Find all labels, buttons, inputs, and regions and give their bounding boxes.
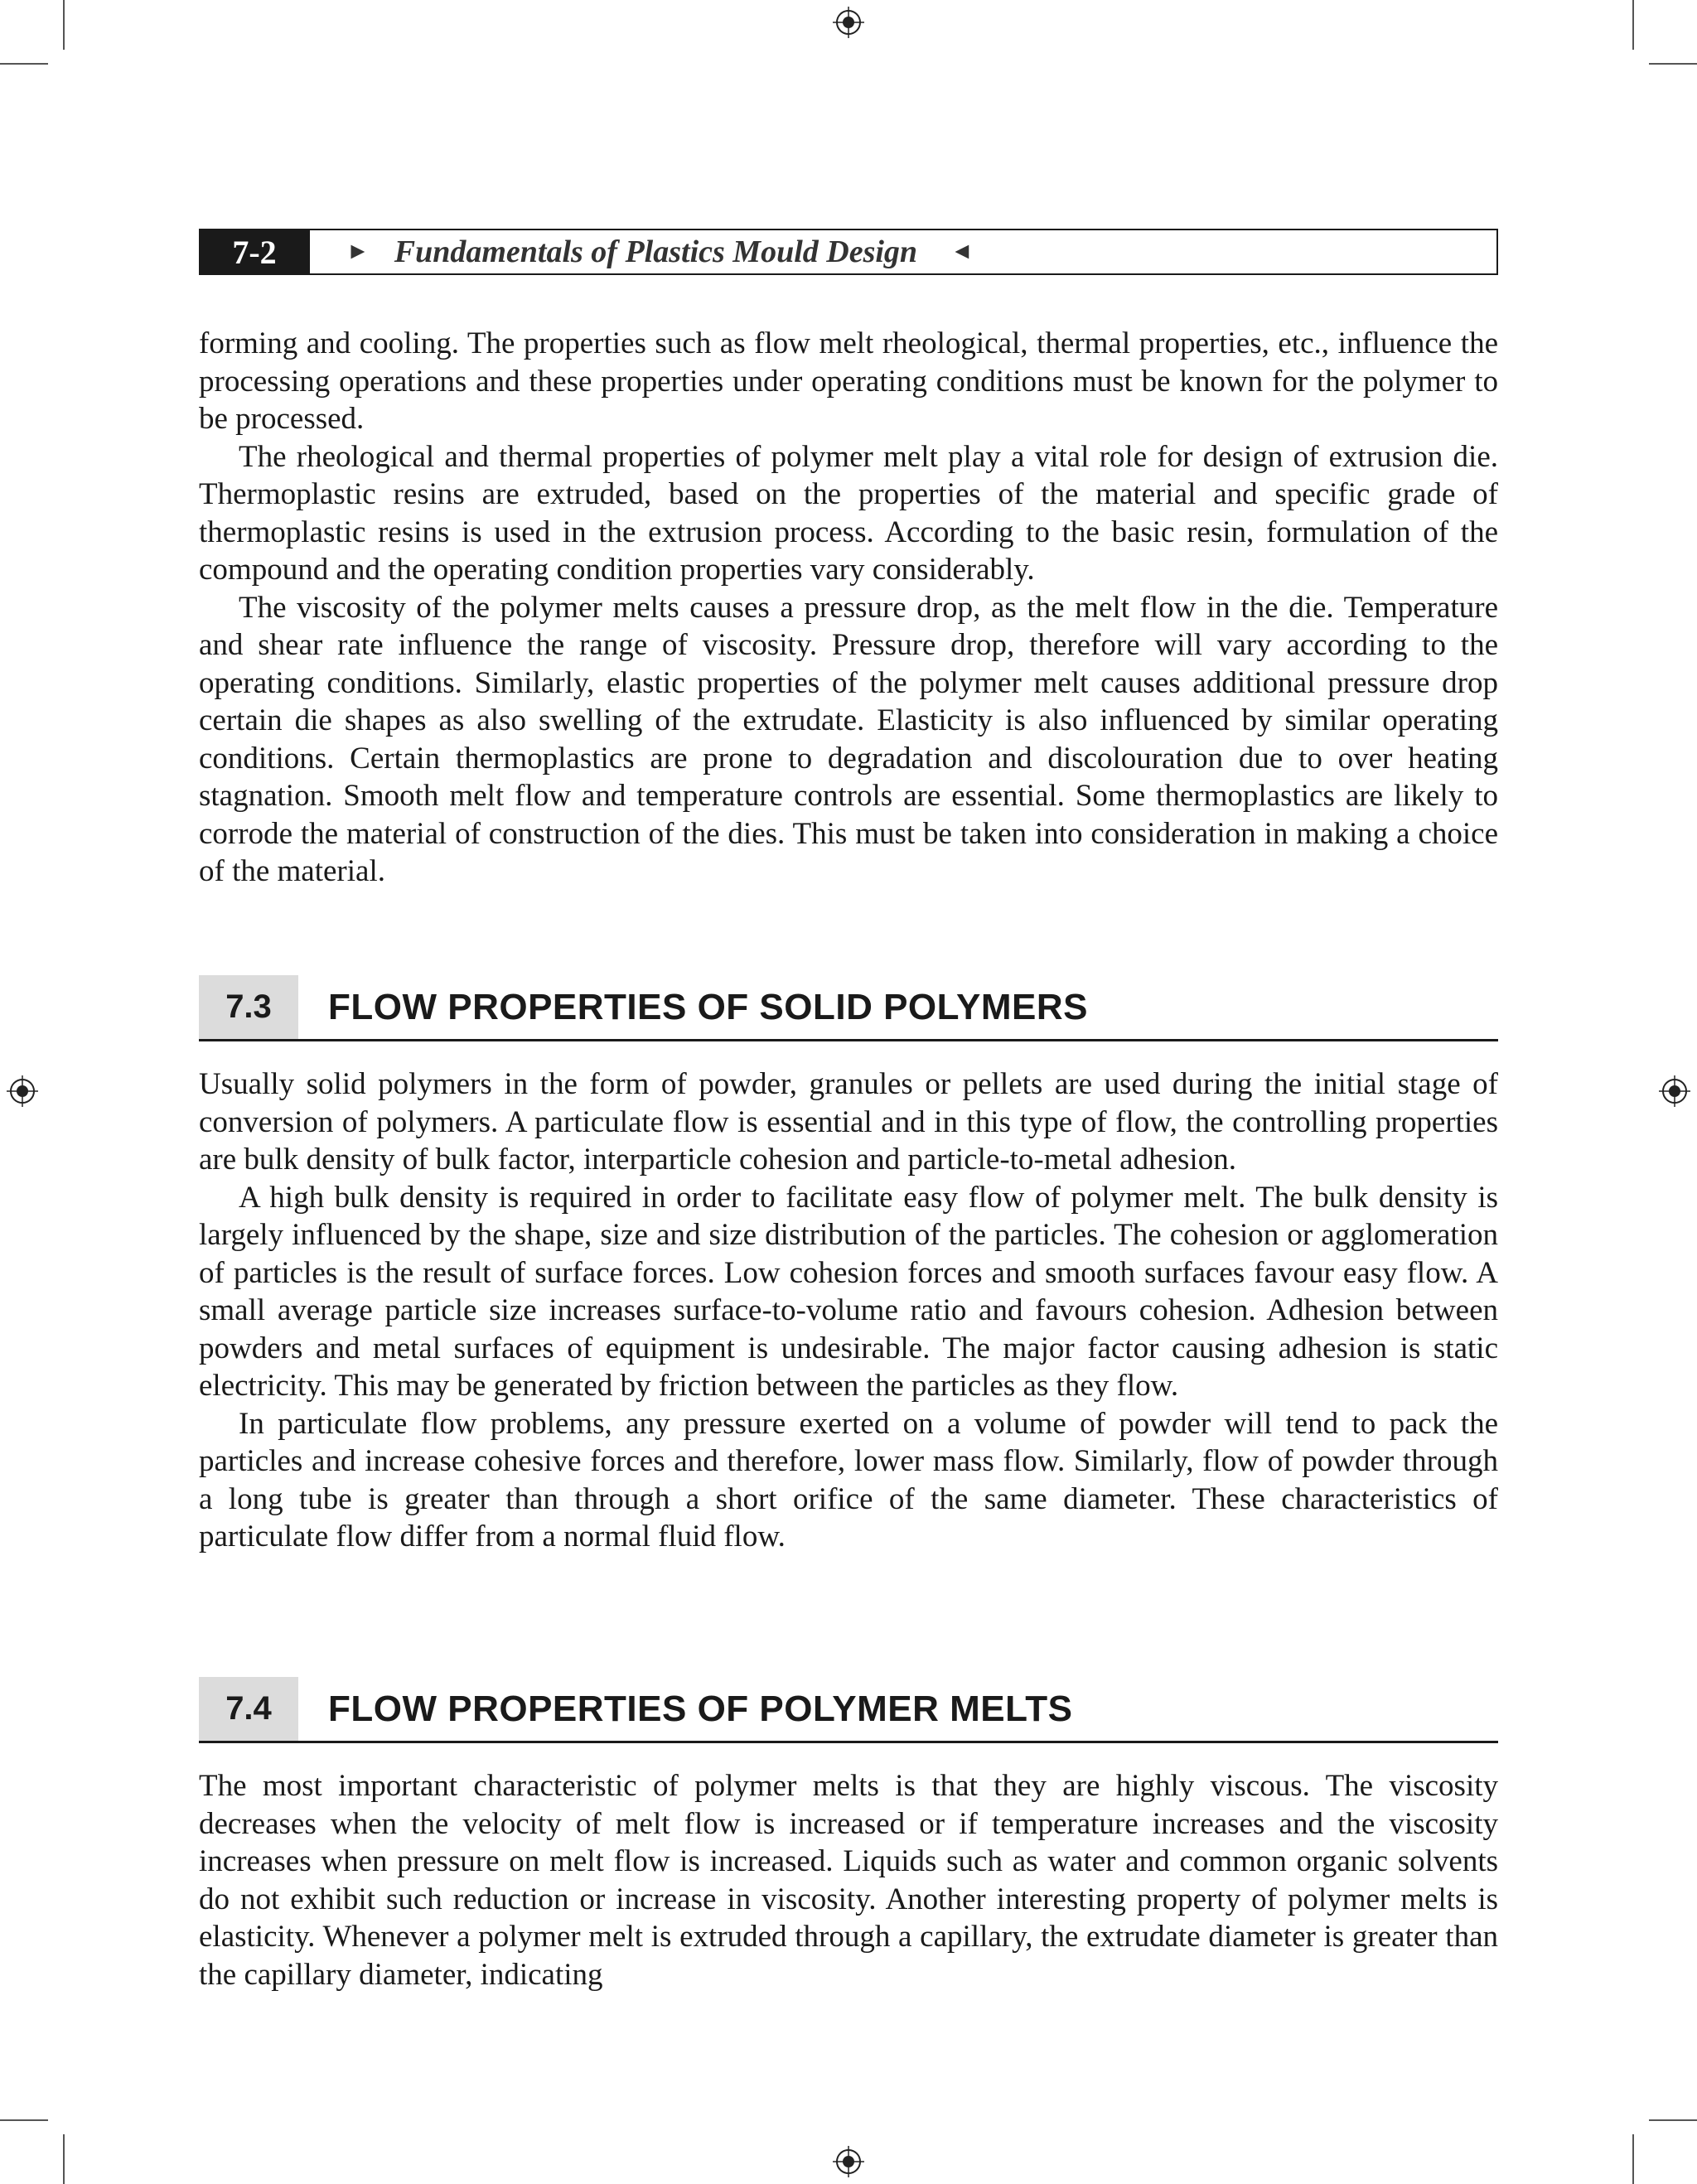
crop-mark bbox=[1632, 0, 1634, 50]
crop-mark bbox=[1649, 2119, 1697, 2121]
registration-mark-icon bbox=[1659, 1075, 1690, 1107]
section-title: FLOW PROPERTIES OF POLYMER MELTS bbox=[328, 1688, 1073, 1729]
crop-mark bbox=[1649, 63, 1697, 65]
section-body bbox=[199, 1065, 1498, 1556]
registration-mark-icon bbox=[833, 7, 864, 38]
crop-mark bbox=[1632, 2134, 1634, 2184]
crop-mark bbox=[0, 2119, 48, 2121]
paragraph: forming and cooling. The properties such as flow melt rheological, thermal properties, etc., influence the processing operations and these properties under operating conditions must be known for the polymer to be processed. bbox=[199, 326, 1498, 436]
section-number: 7.4 bbox=[199, 1677, 298, 1741]
book-title-bar bbox=[346, 234, 974, 270]
crop-mark bbox=[63, 2134, 65, 2184]
paragraph: The viscosity of the polymer melts causes a pressure drop, as the melt flow in the die. Temperature and shear rate influence the range of viscosity. Pressure drop, therefore will vary according to the operating conditions. Similarly, elastic properties of the polymer melt causes additional pressure drop certain die shapes as also swelling of the extrudate. Elasticity is also influenced by similar operating conditions. Certain thermoplastics are prone to degradation and discolouration due to over heating stagnation. Smooth melt flow and temperature controls are essential. Some thermoplastics are likely to corrode the material of construction of the dies. This must be taken into consideration in making a choice of the material. bbox=[199, 590, 1498, 888]
triangle-left-icon: ◄ bbox=[950, 239, 974, 264]
page-number: 7-2 bbox=[199, 229, 310, 275]
paragraph: A high bulk density is required in order to facilitate easy flow of polymer melt. The bulk density is largely influenced by the shape, size and size distribution of the particles. The cohesion or agglomeration of particles is the result of surface forces. Low cohesion forces and smooth surfaces favour easy flow. A small average particle size increases surface-to-volume ratio and favours cohesion. Adhesion between powders and metal surfaces of equipment is undesirable. The major factor causing adhesion is static electricity. This may be generated by friction between the particles as they flow. bbox=[199, 1180, 1498, 1403]
section-heading bbox=[199, 1677, 1498, 1743]
registration-mark-icon bbox=[7, 1075, 38, 1107]
paragraph: Usually solid polymers in the form of powder, granules or pellets are used during the initial stage of conversion of polymers. A particulate flow is essential and in this type of flow, the controlling properties are bulk density of bulk factor, interparticle cohesion and particle-to-metal adhesion. bbox=[199, 1067, 1498, 1177]
section-body bbox=[199, 1767, 1498, 1993]
triangle-right-icon: ► bbox=[346, 239, 370, 264]
registration-mark-icon bbox=[833, 2146, 864, 2177]
section-heading bbox=[199, 975, 1498, 1041]
running-header bbox=[199, 229, 1498, 275]
crop-mark bbox=[0, 63, 48, 65]
book-title: Fundamentals of Plastics Mould Design bbox=[394, 234, 918, 269]
paragraph: The most important characteristic of polymer melts is that they are highly viscous. The viscosity decreases when the velocity of melt flow is increased or if temperature increases and the viscosity increases when pressure on melt flow is increased. Liquids such as water and common organic solvents do not exhibit such reduction or increase in viscosity. Another interesting property of polymer melts is elasticity. Whenever a polymer melt is extruded through a capillary, the extrudate diameter is greater than the capillary diameter, indicating bbox=[199, 1769, 1498, 1992]
crop-mark bbox=[63, 0, 65, 50]
intro-text bbox=[199, 325, 1498, 891]
paragraph: The rheological and thermal properties of polymer melt play a vital role for design of extrusion die. Thermoplastic resins are extruded, based on the properties of the material and specific grade of thermoplastic resins is used in the extrusion process. According to the basic resin, formulation of the compound and the operating condition properties vary considerably. bbox=[199, 439, 1498, 587]
section-number: 7.3 bbox=[199, 975, 298, 1039]
paragraph: In particulate flow problems, any pressure exerted on a volume of powder will tend to pack the particles and increase cohesive forces and therefore, lower mass flow. Similarly, flow of powder through a long tube is greater than through a short orifice of the same diameter. These characteristics of particulate flow differ from a normal fluid flow. bbox=[199, 1406, 1498, 1553]
section-title: FLOW PROPERTIES OF SOLID POLYMERS bbox=[328, 986, 1088, 1027]
